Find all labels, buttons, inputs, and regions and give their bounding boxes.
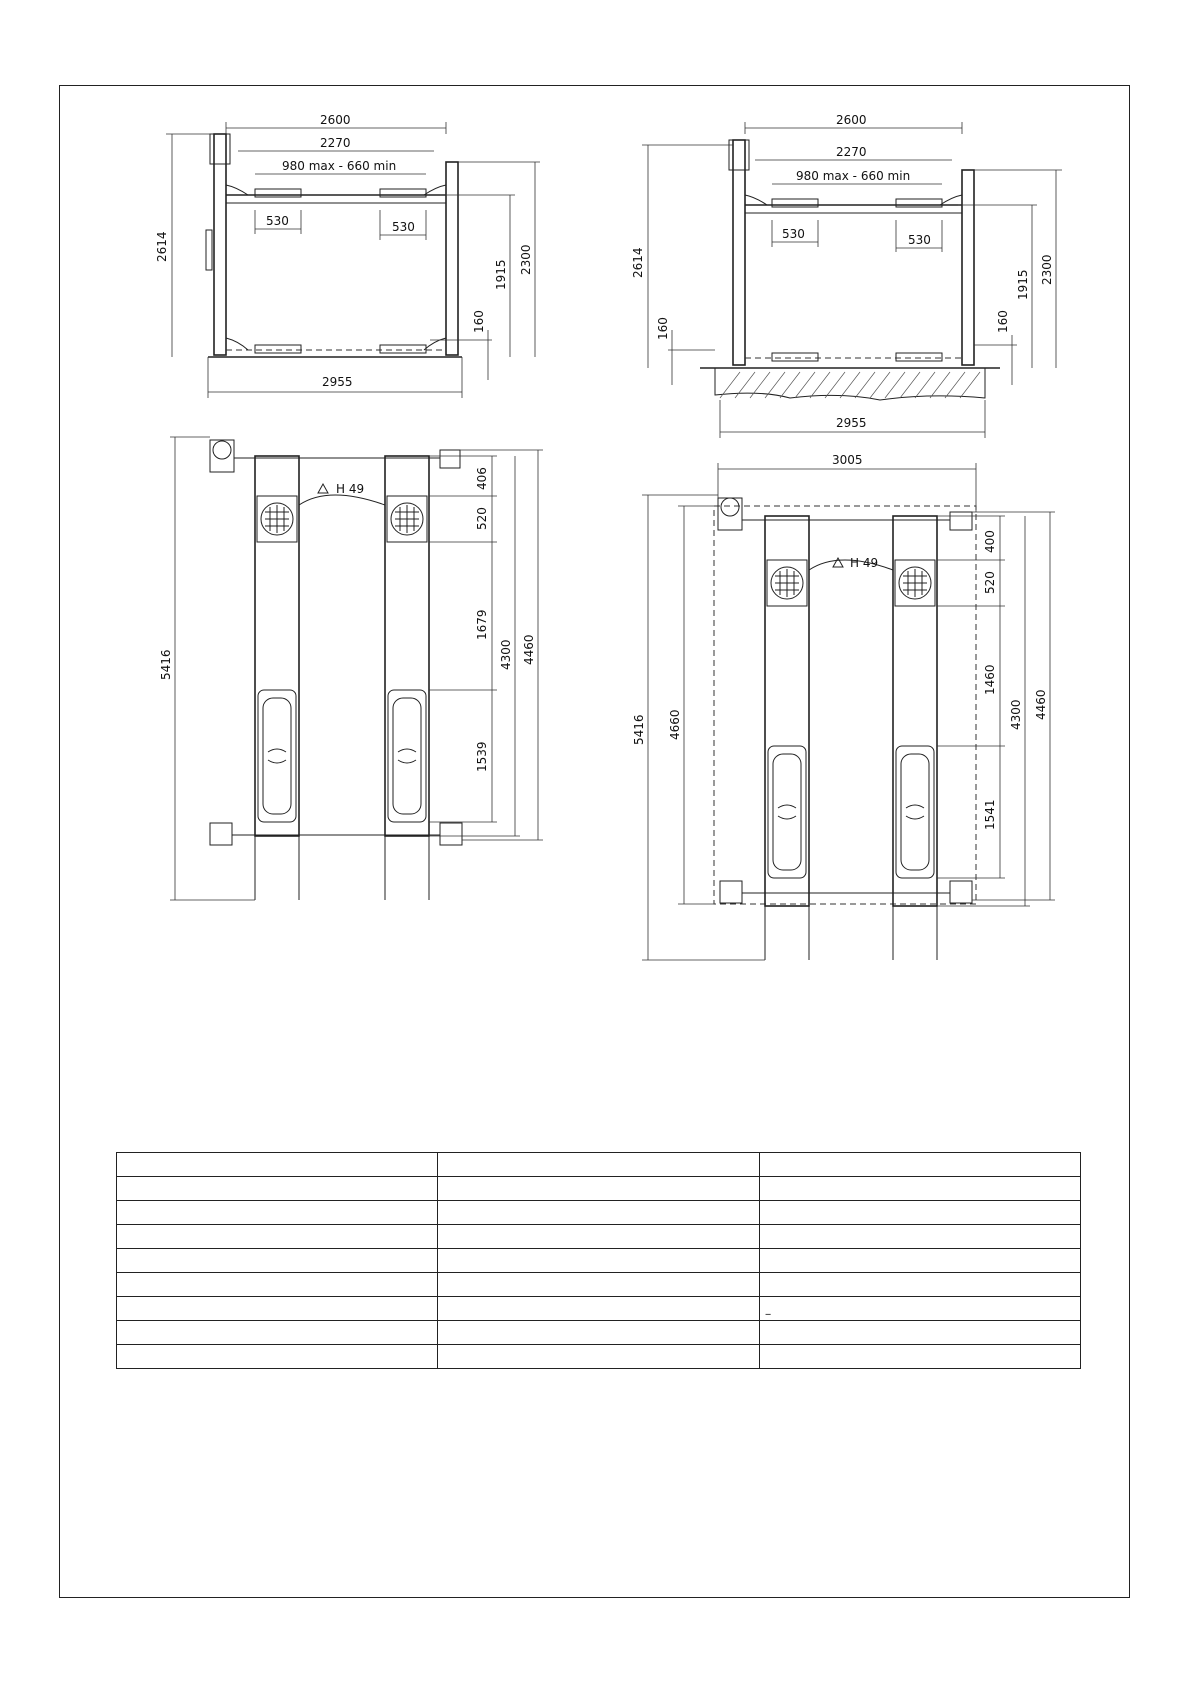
dim-inner-width: 2270 — [320, 136, 351, 150]
plan-view-flush — [632, 453, 1055, 960]
dim-gap-length: 1679 — [475, 609, 489, 640]
dim-height-lift: 2300 — [519, 244, 533, 275]
dim-plate-length: 520 — [475, 507, 489, 530]
table-row — [117, 1225, 1081, 1249]
table-row — [117, 1297, 1081, 1321]
dim-total-length: 5416 — [159, 649, 173, 680]
dim-overall-width: 2600 — [320, 113, 351, 127]
dim-pad-right: 530 — [908, 233, 931, 247]
dim-height-pad: 1915 — [1016, 269, 1030, 300]
dim-overall-length: 4460 — [1034, 689, 1048, 720]
label-h49: H 49 — [336, 482, 365, 496]
table-cell — [759, 1321, 1080, 1345]
column-front-right — [950, 512, 972, 530]
dim-height-pad: 1915 — [494, 259, 508, 290]
control-box — [206, 230, 212, 270]
slip-plate-right — [388, 690, 426, 822]
left-column — [214, 134, 226, 355]
table-row — [117, 1153, 1081, 1177]
dim-height-total: 2614 — [631, 247, 645, 278]
dim-pad-left: 530 — [782, 227, 805, 241]
table-row — [117, 1273, 1081, 1297]
table-cell — [438, 1201, 759, 1225]
table-cell — [117, 1297, 438, 1321]
dim-overall-length: 4460 — [522, 634, 536, 665]
table-cell — [438, 1273, 759, 1297]
dim-slip-length: 1541 — [983, 799, 997, 830]
column-front-right — [440, 450, 460, 468]
table-cell — [438, 1249, 759, 1273]
dim-overall-width: 3005 — [832, 453, 863, 467]
slip-plate-left — [768, 746, 806, 878]
table-cell — [117, 1201, 438, 1225]
table-row — [117, 1201, 1081, 1225]
dim-slip-length: 1539 — [475, 741, 489, 772]
dim-wheel-span: 980 max - 660 min — [796, 169, 911, 183]
dim-pad-left: 530 — [266, 214, 289, 228]
column-rear-left — [210, 823, 232, 845]
beam-arms — [226, 185, 446, 195]
column-front-left — [210, 440, 234, 472]
table-row — [117, 1177, 1081, 1201]
table-cell — [438, 1177, 759, 1201]
table-cell — [759, 1345, 1080, 1369]
dim-overall-width: 2600 — [836, 113, 867, 127]
dim-base-width: 2955 — [322, 375, 353, 389]
table-cell — [438, 1225, 759, 1249]
left-column-head — [729, 140, 749, 170]
dim-runway-length: 4300 — [499, 639, 513, 670]
table-cell: _ — [759, 1297, 1080, 1321]
column-rear-right — [950, 881, 972, 903]
slip-plate-right — [896, 746, 934, 878]
warning-icon — [833, 558, 843, 567]
front-view-surface — [155, 113, 540, 398]
dim-front-offset: 400 — [983, 530, 997, 553]
spec-table — [116, 1152, 1081, 1369]
table-cell — [438, 1345, 759, 1369]
plan-view-surface — [159, 437, 543, 900]
table-cell — [759, 1201, 1080, 1225]
ground-hatch — [720, 372, 980, 398]
warning-icon — [318, 484, 328, 493]
table-cell — [117, 1345, 438, 1369]
table-cell — [438, 1153, 759, 1177]
table-row — [117, 1321, 1081, 1345]
pit — [715, 368, 985, 400]
table-cell — [759, 1249, 1080, 1273]
dim-low-height: 160 — [472, 310, 486, 333]
right-column — [962, 170, 974, 365]
dim-height-lift: 2300 — [1040, 254, 1054, 285]
table-cell — [759, 1153, 1080, 1177]
table-row — [117, 1249, 1081, 1273]
table-cell — [438, 1297, 759, 1321]
dim-inner-width: 2270 — [836, 145, 867, 159]
dim-front-offset: 406 — [475, 467, 489, 490]
table-cell — [117, 1249, 438, 1273]
left-column-head — [210, 134, 230, 164]
table-cell — [759, 1225, 1080, 1249]
table-cell — [117, 1177, 438, 1201]
table-cell — [117, 1225, 438, 1249]
dim-pit-length: 4660 — [668, 709, 682, 740]
dim-low-height-right: 160 — [996, 310, 1010, 333]
table-cell — [117, 1153, 438, 1177]
column-rear-right — [440, 823, 462, 845]
dim-pad-right: 530 — [392, 220, 415, 234]
dim-height-total: 2614 — [155, 231, 169, 262]
dim-gap-length: 1460 — [983, 664, 997, 695]
label-h49: H 49 — [850, 556, 879, 570]
left-column — [733, 140, 745, 365]
table-row — [117, 1345, 1081, 1369]
table-cell — [438, 1321, 759, 1345]
dim-total-length: 5416 — [632, 714, 646, 745]
dim-low-height-left: 160 — [656, 317, 670, 340]
dim-base-width: 2955 — [836, 416, 867, 430]
table-cell — [759, 1177, 1080, 1201]
table-cell — [117, 1273, 438, 1297]
front-view-flush — [631, 113, 1062, 438]
dim-plate-length: 520 — [983, 571, 997, 594]
dim-wheel-span: 980 max - 660 min — [282, 159, 397, 173]
dim-runway-length: 4300 — [1009, 699, 1023, 730]
slip-plate-left — [258, 690, 296, 822]
table-cell — [759, 1273, 1080, 1297]
column-rear-left — [720, 881, 742, 903]
right-column — [446, 162, 458, 355]
table-cell — [117, 1321, 438, 1345]
